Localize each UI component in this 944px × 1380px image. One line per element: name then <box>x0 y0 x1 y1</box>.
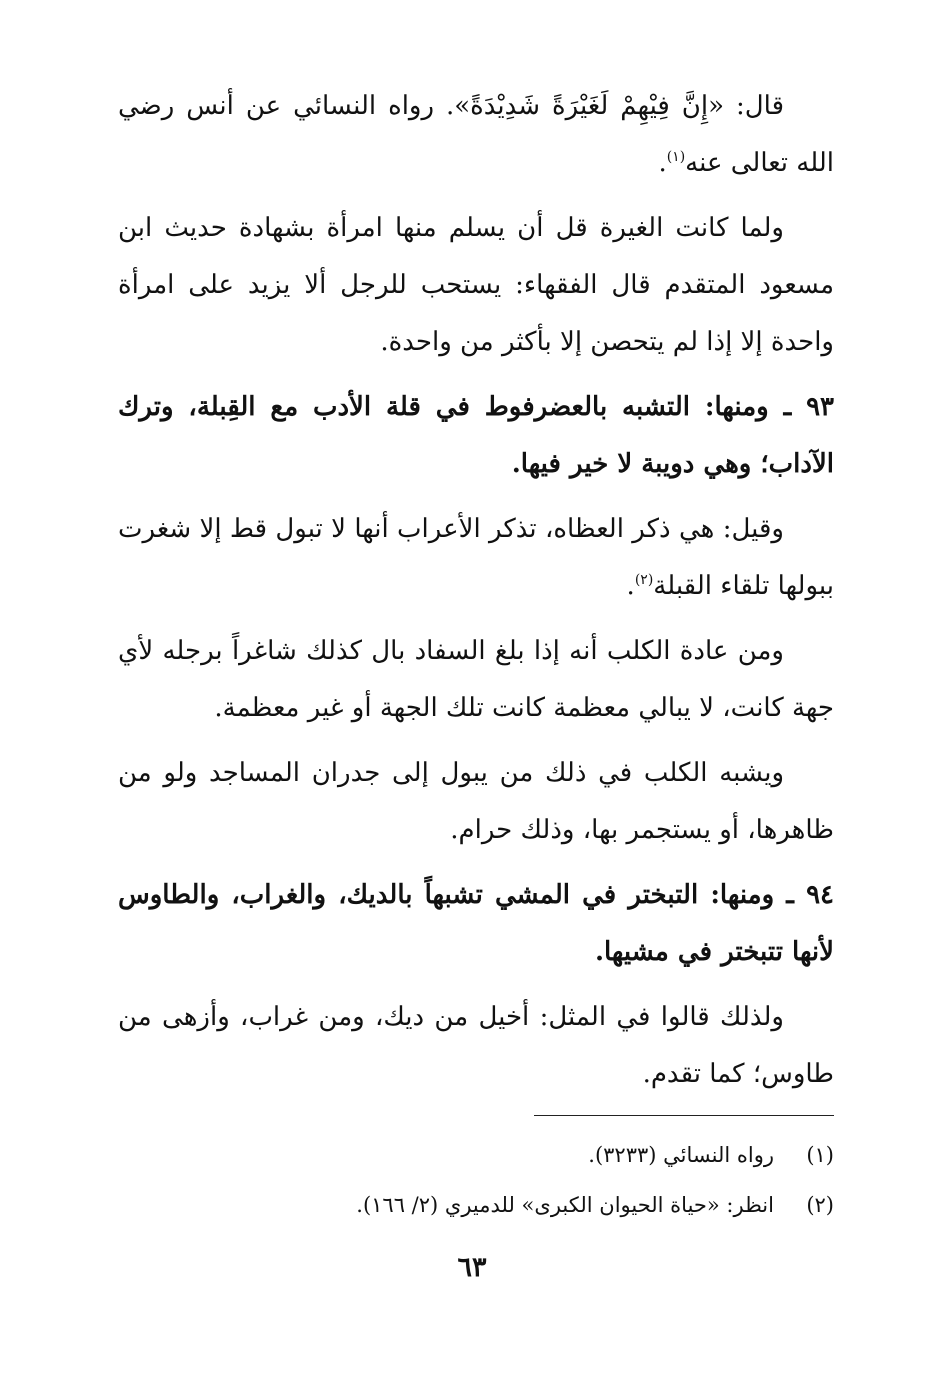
footnote-1-text: رواه النسائي (٣٢٣٣). <box>588 1143 774 1167</box>
paragraph-1: قال: «إِنَّ فِيْهِمْ لَغَيْرَةً شَدِيْدَةً». رواه النسائي عن أنس رضي الله تعالى عنه$^{(١)}$. <box>118 91 834 178</box>
heading-item-94-text: ٩٤ ـ ومنها: التبختر في المشي تشبهاً بالديك، والغراب، والطاوس لأنها تتبختر في مشيها. <box>118 880 834 967</box>
heading-item-93-text: ٩٣ ـ ومنها: التشبه بالعضرفوط في قلة الأدب مع القِبلة، وترك الآداب؛ وهي دويبة لا خير فيها. <box>118 392 834 479</box>
paragraph-3-text: وقيل: هي ذكر العظاه، تذكر الأعراب أنها لا تبول قط إلا شغرت ببولها تلقاء القبلة <box>118 514 834 601</box>
paragraph-6-text: ولذلك قالوا في المثل: أخيل من ديك، ومن غراب، وأزهى من طاوس؛ كما تقدم. <box>118 1002 834 1089</box>
paragraph-4-text: ومن عادة الكلب أنه إذا بلغ السفاد بال كذلك شاغراً برجله لأي جهة كانت، لا يبالي معظمة كانت تلك الجهة أو غير معظمة. <box>118 636 834 723</box>
paragraph-3: وقيل: هي ذكر العظاه، تذكر الأعراب أنها لا تبول قط إلا شغرت ببولها تلقاء القبلة$^{(٢)}$. <box>118 514 834 601</box>
paragraph-1-text: قال: «إِنَّ فِيْهِمْ لَغَيْرَةً شَدِيْدَةً». رواه النسائي عن أنس رضي الله تعالى عنه <box>118 91 834 178</box>
page-body <box>118 78 834 1111</box>
footnote-divider <box>534 1115 834 1116</box>
footnote-ref-1[interactable]: (١) <box>666 149 686 165</box>
paragraph-5 <box>118 745 834 859</box>
footnotes <box>118 1130 834 1230</box>
footnote-2-number: (٢) <box>806 1193 834 1217</box>
heading-item-93 <box>118 379 834 493</box>
footnote-1-number: (١) <box>806 1143 834 1167</box>
paragraph-5-text: ويشبه الكلب في ذلك من يبول إلى جدران المساجد ولو من ظاهرها، أو يستجمر بها، وذلك حرام. <box>118 758 834 845</box>
footnote-1 <box>118 1130 834 1180</box>
paragraph-4 <box>118 623 834 737</box>
paragraph-2-text: ولما كانت الغيرة قل أن يسلم منها امرأة بشهادة حديث ابن مسعود المتقدم قال الفقهاء: يستحب للرجل ألا يزيد على امرأة واحدة إلا إذا لم يتحصن إلا بأكثر من واحدة. <box>118 213 834 357</box>
paragraph-2 <box>118 200 834 371</box>
heading-item-94 <box>118 867 834 981</box>
paragraph-6 <box>118 989 834 1103</box>
footnote-2-text: انظر: «حياة الحيوان الكبرى» للدميري (٢/ ١٦٦). <box>356 1193 774 1217</box>
footnote-ref-2[interactable]: (٢) <box>634 572 654 588</box>
footnote-2 <box>118 1180 834 1230</box>
page-number: ٦٣ <box>457 1252 487 1283</box>
